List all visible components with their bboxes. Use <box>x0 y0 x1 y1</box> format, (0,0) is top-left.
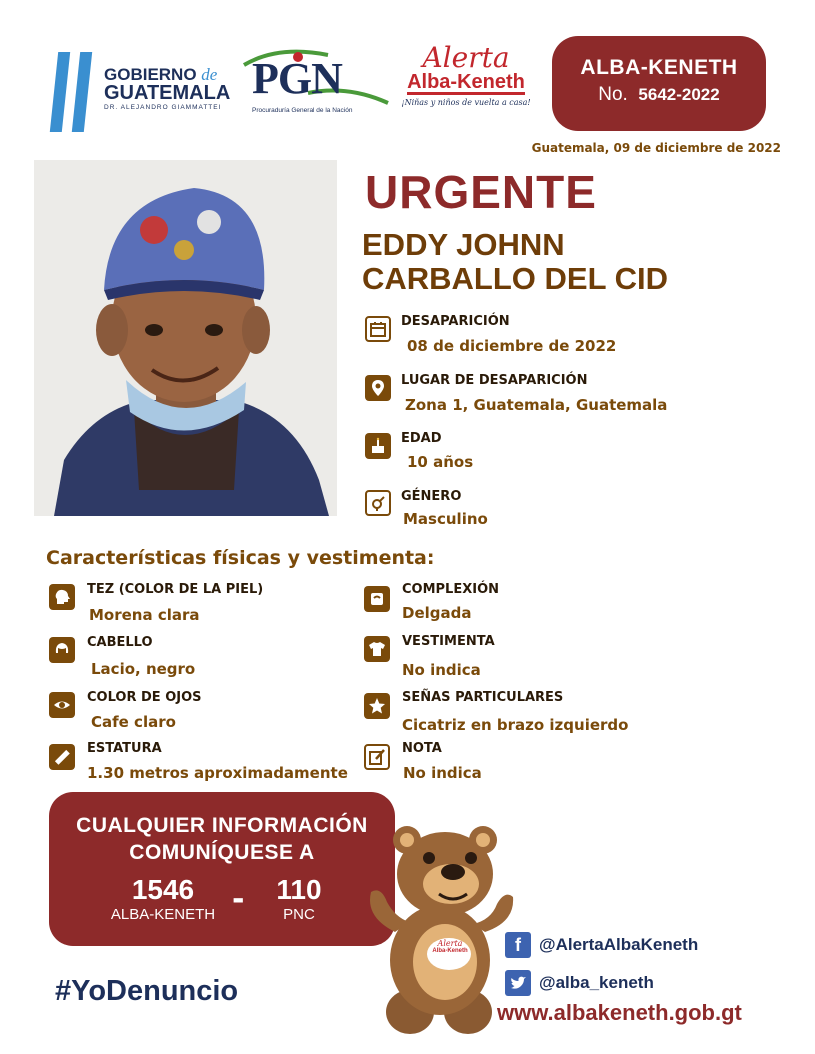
char-estatura-icon-wrap <box>49 744 75 770</box>
ruler-icon <box>49 744 75 770</box>
child-name-line2: CARBALLO DEL CID <box>362 261 668 296</box>
phone-separator: - <box>232 882 245 917</box>
detail-edad <box>365 433 391 459</box>
case-no-label: No. <box>598 84 628 105</box>
detail-label: DESAPARICIÓN <box>401 314 510 329</box>
characteristics-title: Características físicas y vestimenta: <box>46 547 435 569</box>
contact-line2: COMUNÍQUESE A <box>129 841 315 864</box>
char-complexion-icon-wrap <box>364 586 390 612</box>
alerta-tagline: ¡Niñas y niños de vuelta a casa! <box>401 98 531 107</box>
char-value: Lacio, negro <box>91 660 196 678</box>
detail-value: 08 de diciembre de 2022 <box>407 337 617 355</box>
head-profile-icon <box>49 584 75 610</box>
char-label: VESTIMENTA <box>402 634 495 649</box>
hair-icon <box>49 637 75 663</box>
char-vestimenta-icon-wrap <box>364 636 390 662</box>
gender-icon <box>365 490 391 516</box>
char-value: Cafe claro <box>91 713 176 731</box>
alerta-line2: Alba-Keneth <box>407 71 525 93</box>
char-label: COLOR DE OJOS <box>87 690 202 705</box>
gov-line1: GOBIERNO <box>104 65 197 84</box>
pgn-subtitle: Procuraduría General de la Nación <box>252 107 353 114</box>
gov-line2: GUATEMALA <box>104 82 231 104</box>
contact-heading <box>49 812 395 866</box>
char-ojos-icon-wrap <box>49 692 75 718</box>
char-label: ESTATURA <box>87 741 162 756</box>
char-label: TEZ (COLOR DE LA PIEL) <box>87 582 264 597</box>
detail-value: 10 años <box>407 453 474 471</box>
contact-line1: CUALQUIER INFORMACIÓN <box>76 814 368 837</box>
char-value: 1.30 metros aproximadamente <box>87 764 348 782</box>
gobierno-logo-text <box>104 66 230 112</box>
mascot-badge-line2: Alba-Keneth <box>432 948 468 954</box>
pgn-logo <box>238 45 392 120</box>
char-cabello-icon-wrap <box>49 637 75 663</box>
char-value: No indica <box>402 661 481 679</box>
website-link[interactable]: www.albakeneth.gob.gt <box>497 1000 742 1025</box>
phone-alba-keneth-label: ALBA-KENETH <box>110 906 216 923</box>
shirt-icon <box>364 636 390 662</box>
case-title: ALBA-KENETH <box>580 56 738 79</box>
phone-pnc-label: PNC <box>283 906 315 923</box>
char-value: Morena clara <box>89 606 200 624</box>
hashtag: #YoDenuncio <box>55 975 239 1007</box>
calendar-icon <box>365 316 391 342</box>
facebook-handle: @AlertaAlbaKeneth <box>539 935 699 954</box>
case-number: 5642-2022 <box>638 85 720 104</box>
birthday-cake-icon <box>365 433 391 459</box>
alerta-line1: Alerta <box>422 41 510 74</box>
detail-desaparicion <box>365 316 391 342</box>
case-number-badge <box>552 36 766 131</box>
detail-label: EDAD <box>401 431 442 446</box>
char-label: SEÑAS PARTICULARES <box>402 690 564 705</box>
char-value: No indica <box>403 764 482 782</box>
char-senas-icon-wrap <box>364 693 390 719</box>
child-name <box>362 228 668 296</box>
scale-icon <box>364 586 390 612</box>
facebook-icon: f <box>505 932 531 958</box>
twitter-icon <box>505 970 531 996</box>
gov-de: de <box>201 65 218 84</box>
missing-child-photo <box>34 160 337 516</box>
detail-value: Masculino <box>403 510 488 528</box>
pgn-letters: PGN <box>252 54 342 103</box>
location-pin-icon <box>365 375 391 401</box>
mascot-badge-line1: Alerta <box>437 939 463 948</box>
star-icon <box>364 693 390 719</box>
char-label: COMPLEXIÓN <box>402 582 500 597</box>
eye-icon <box>49 692 75 718</box>
twitter-link[interactable] <box>505 970 654 996</box>
note-edit-icon <box>364 744 390 770</box>
child-name-line1: EDDY JOHNN <box>362 227 565 262</box>
detail-lugar <box>365 375 391 401</box>
twitter-handle: @alba_keneth <box>539 973 654 992</box>
bear-mascot <box>365 822 515 1044</box>
report-date: Guatemala, 09 de diciembre de 2022 <box>531 141 781 155</box>
phone-alba-keneth[interactable]: 1546 <box>131 874 195 905</box>
facebook-link[interactable] <box>505 932 698 958</box>
phone-pnc[interactable]: 110 <box>276 874 322 905</box>
detail-label: LUGAR DE DESAPARICIÓN <box>401 373 588 388</box>
gobierno-logo-bars <box>50 52 96 132</box>
detail-genero <box>365 490 391 516</box>
gov-line3: DR. ALEJANDRO GIAMMATTEI <box>104 104 222 111</box>
char-label: NOTA <box>402 741 442 756</box>
detail-value: Zona 1, Guatemala, Guatemala <box>405 396 668 414</box>
char-nota-icon-wrap <box>364 744 390 770</box>
char-value: Cicatriz en brazo izquierdo <box>402 716 629 734</box>
contact-box <box>49 792 395 946</box>
alerta-logo <box>396 41 536 119</box>
urgent-heading: URGENTE <box>365 166 597 218</box>
char-tez-icon-wrap <box>49 584 75 610</box>
char-value: Delgada <box>402 604 472 622</box>
char-label: CABELLO <box>87 635 153 650</box>
detail-label: GÉNERO <box>401 489 462 504</box>
